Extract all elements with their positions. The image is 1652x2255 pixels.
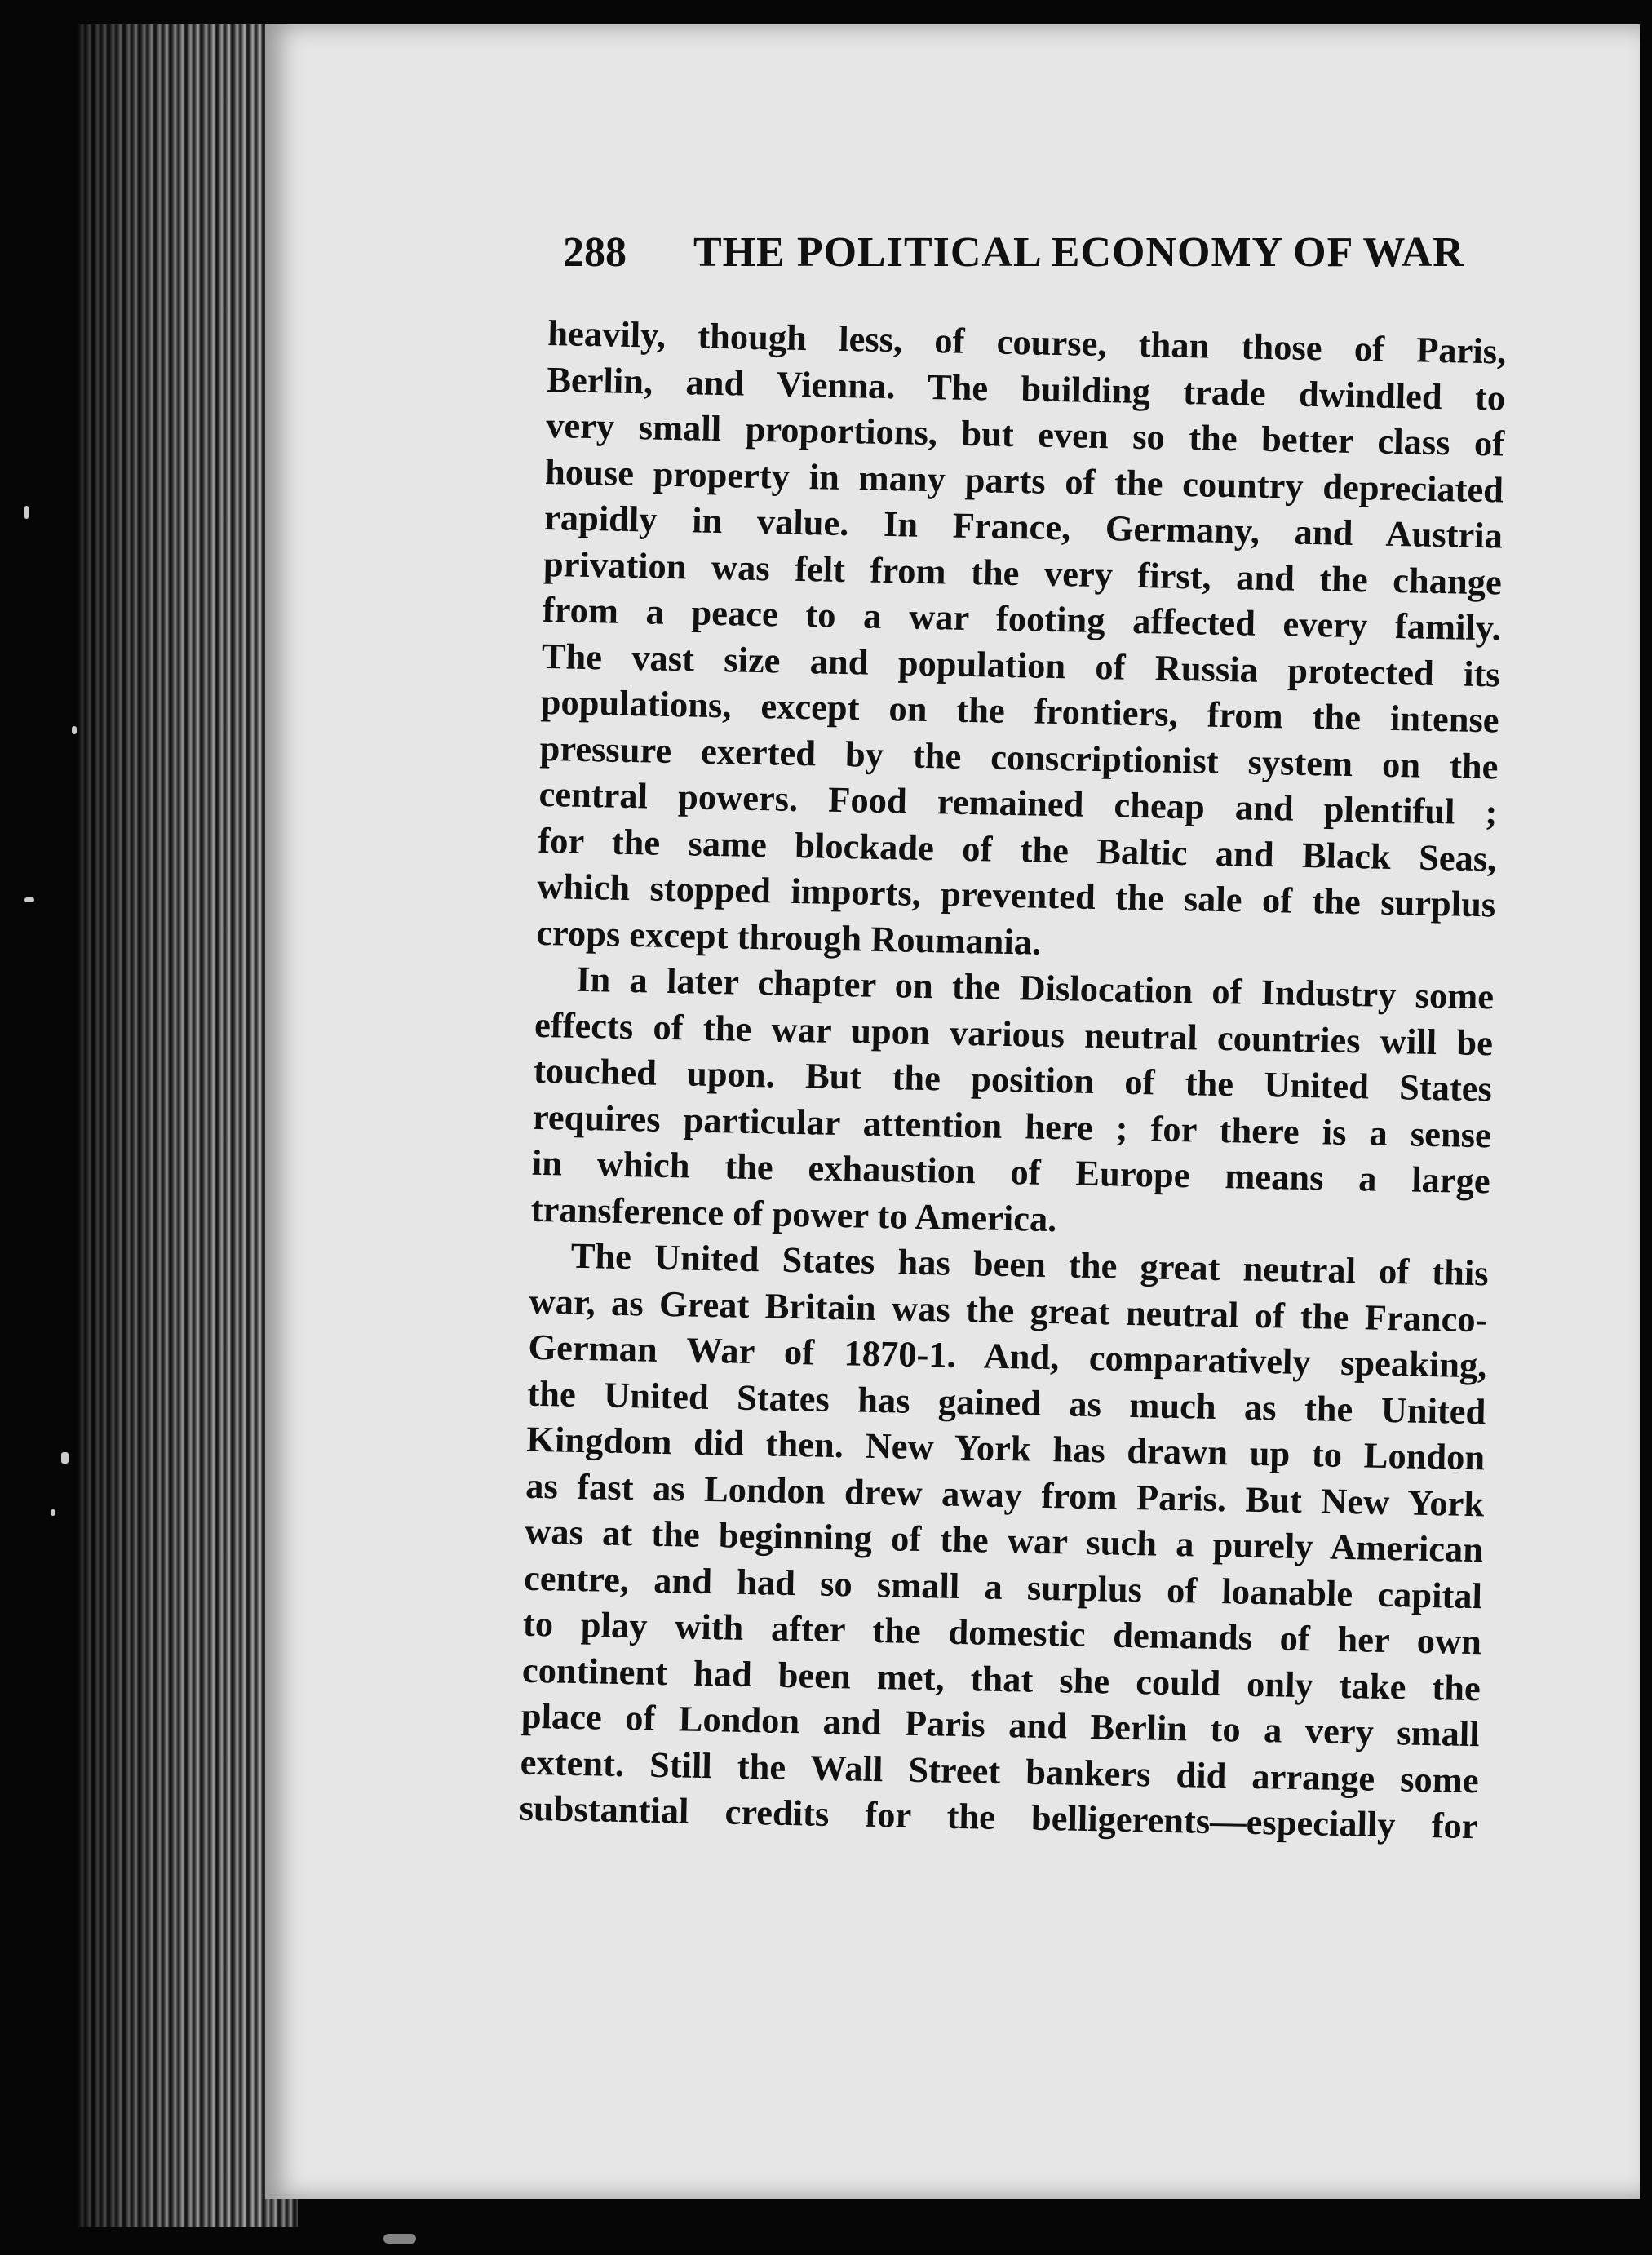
scan-speck — [383, 2234, 416, 2244]
scan-speck — [51, 1509, 55, 1516]
text-line: house property in many parts of the country depreciated — [544, 450, 1504, 511]
paragraph — [530, 955, 1494, 1250]
text-line: The vast size and population of Russia protected its — [541, 635, 1501, 694]
text-line: for the same blockade of the Baltic and Black Seas, — [538, 819, 1497, 879]
text-line: from a peace to a war footing affected every family. — [542, 588, 1502, 649]
text-line: in which the exhaustion of Europe means a large — [531, 1141, 1491, 1202]
running-title: THE POLITICAL ECONOMY OF WAR — [693, 229, 1464, 276]
text-line: which stopped imports, prevented the sale of the surplus — [536, 865, 1496, 925]
text-line: war, as Great Britain was the great neutral of the Franco- — [529, 1280, 1488, 1340]
scan-speck — [24, 506, 29, 519]
text-line: pressure exerted by the conscriptionist system on the — [539, 727, 1499, 786]
text-line: was at the beginning of the war such a purely American — [524, 1510, 1484, 1571]
text-line: The United States has been the great neutral of this — [570, 1234, 1490, 1294]
text-line: the United States has gained as much as the United — [527, 1372, 1486, 1432]
text-line: rapidly in value. In France, Germany, and Austria — [543, 496, 1504, 556]
text-line: extent. Still the Wall Street bankers did arrange some — [520, 1741, 1480, 1801]
body-text — [519, 310, 1507, 1850]
text-line: place of London and Paris and Berlin to a very small — [520, 1695, 1481, 1755]
text-line: centre, and had so small a surplus of loanable capital — [523, 1557, 1483, 1616]
paragraph — [519, 1232, 1489, 1850]
paragraph — [536, 310, 1507, 973]
text-line: crops except through Roumania. — [535, 911, 1042, 963]
text-line: German War of 1870-1. And, comparatively speaking, — [528, 1326, 1487, 1386]
text-line: touched upon. But the position of the United States — [533, 1049, 1493, 1110]
scan-speck — [24, 897, 34, 902]
text-line: Berlin, and Vienna. The building trade dwindled to — [546, 358, 1506, 419]
text-line: effects of the war upon various neutral countries will be — [534, 1003, 1494, 1063]
text-line: as fast as London drew away from Paris. But New York — [525, 1464, 1485, 1524]
text-line: privation was felt from the very first, and the change — [543, 543, 1503, 602]
scan-speck — [72, 726, 77, 734]
text-line: In a later chapter on the Dislocation of Industry some — [575, 958, 1495, 1017]
page-number: 288 — [563, 229, 627, 276]
page-header — [563, 228, 1481, 294]
text-line: requires particular attention here ; for there is a sense — [532, 1096, 1492, 1155]
text-line: Kingdom did then. New York has drawn up to London — [525, 1418, 1486, 1478]
text-line: heavily, though less, of course, than those of Paris, — [547, 312, 1507, 372]
text-line: to play with after the domestic demands of her own — [522, 1602, 1482, 1663]
scan-speck — [61, 1452, 69, 1464]
text-line: central powers. Food remained cheap and plentiful ; — [538, 773, 1498, 833]
text-line: continent had been met, that she could only take the — [521, 1649, 1481, 1708]
text-line: populations, except on the frontiers, from the intense — [540, 680, 1500, 741]
text-line: substantial credits for the belligerents—especially for — [519, 1787, 1479, 1847]
text-line: transference of power to America. — [530, 1188, 1057, 1239]
text-line: very small proportions, but even so the better class of — [545, 404, 1505, 464]
